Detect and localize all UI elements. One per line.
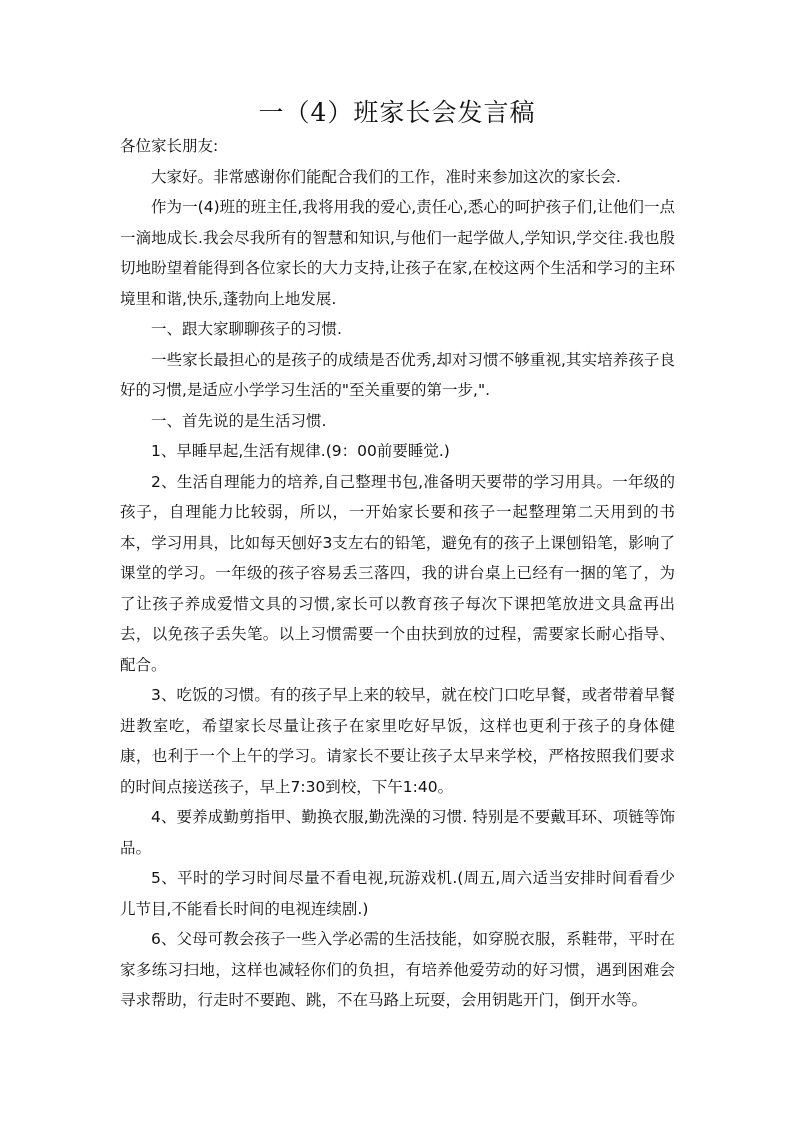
list-item-hygiene: 4、要养成勤剪指甲、勤换衣服,勤洗澡的习惯. 特别是不要戴耳环、项链等饰品。: [120, 808, 675, 857]
greeting: 各位家长朋友:: [120, 137, 219, 155]
list-item-eating: 3、吃饭的习惯。有的孩子早上来的较早，就在校门口吃早餐，或者带着早餐进教室吃，希望家长尽量让孩子在家里吃好早饭，这样也更利于孩子的身体健康，也利于一个上午的学习。请家长不要让孩子太早来学校，严格按照我们要求的时间点接送孩子，早上7:30到校，下午1:40。: [120, 686, 675, 796]
list-item-sleep: 1、早睡早起,生活有规律.(9：00前要睡觉.): [151, 442, 450, 460]
section-heading-habits: 一、跟大家聊聊孩子的习惯.: [151, 320, 342, 338]
list-item-self-care: 2、生活自理能力的培养,自己整理书包,准备明天要带的学习用具。一年级的孩子，自理能力比较弱，所以，一开始家长要和孩子一起整理第二天用到的书本，学习用具，比如每天刨好3支左右的铅笔，避免有的孩子上课刨铅笔，影响了课堂的学习。一年级的孩子容易丢三落四，我的讲台桌上已经有一捆的笔了，为了让孩子养成爱惜文具的习惯,家长可以教育孩子每次下课把笔放进文具盒再出去，以免孩子丢失笔。以上习惯需要一个由扶到放的过程，需要家长耐心指导、配合。: [120, 472, 675, 674]
document-title: 一（4）班家长会发言稿: [258, 98, 536, 127]
document-body: [120, 131, 675, 1016]
list-item-tv: 5、平时的学习时间尽量不看电视,玩游戏机.(周五,周六适当安排时间看看少儿节目,不能看长时间的电视连续剧.): [120, 869, 675, 918]
paragraph-welcome: 大家好。非常感谢你们能配合我们的工作，准时来参加这次的家长会.: [151, 167, 621, 186]
paragraph-intro: 作为一(4)班的班主任,我将用我的爱心,责任心,悉心的呵护孩子们,让他们一点一滴地成长.我会尽我所有的智慧和知识,与他们一起学做人,学知识,学交往.我也殷切地盼望着能得到各位家长的大力支持,让孩子在家,在校这两个生活和学习的主环境里和谐,快乐,蓬勃向上地发展.: [120, 198, 675, 308]
list-item-life-skills: 6、父母可教会孩子一些入学必需的生活技能，如穿脱衣服，系鞋带，平时在家多练习扫地，这样也减轻你们的负担，有培养他爱劳动的好习惯，遇到困难会寻求帮助，行走时不要跑、跳，不在马路上玩耍，会用钥匙开门，倒开水等。: [120, 930, 675, 1009]
section-heading-life-habits: 一、首先说的是生活习惯.: [151, 411, 327, 430]
paragraph-habits-importance: 一些家长最担心的是孩子的成绩是否优秀,却对习惯不够重视,其实培养孩子良好的习惯,是适应小学学习生活的"至关重要的第一步,".: [120, 350, 675, 399]
